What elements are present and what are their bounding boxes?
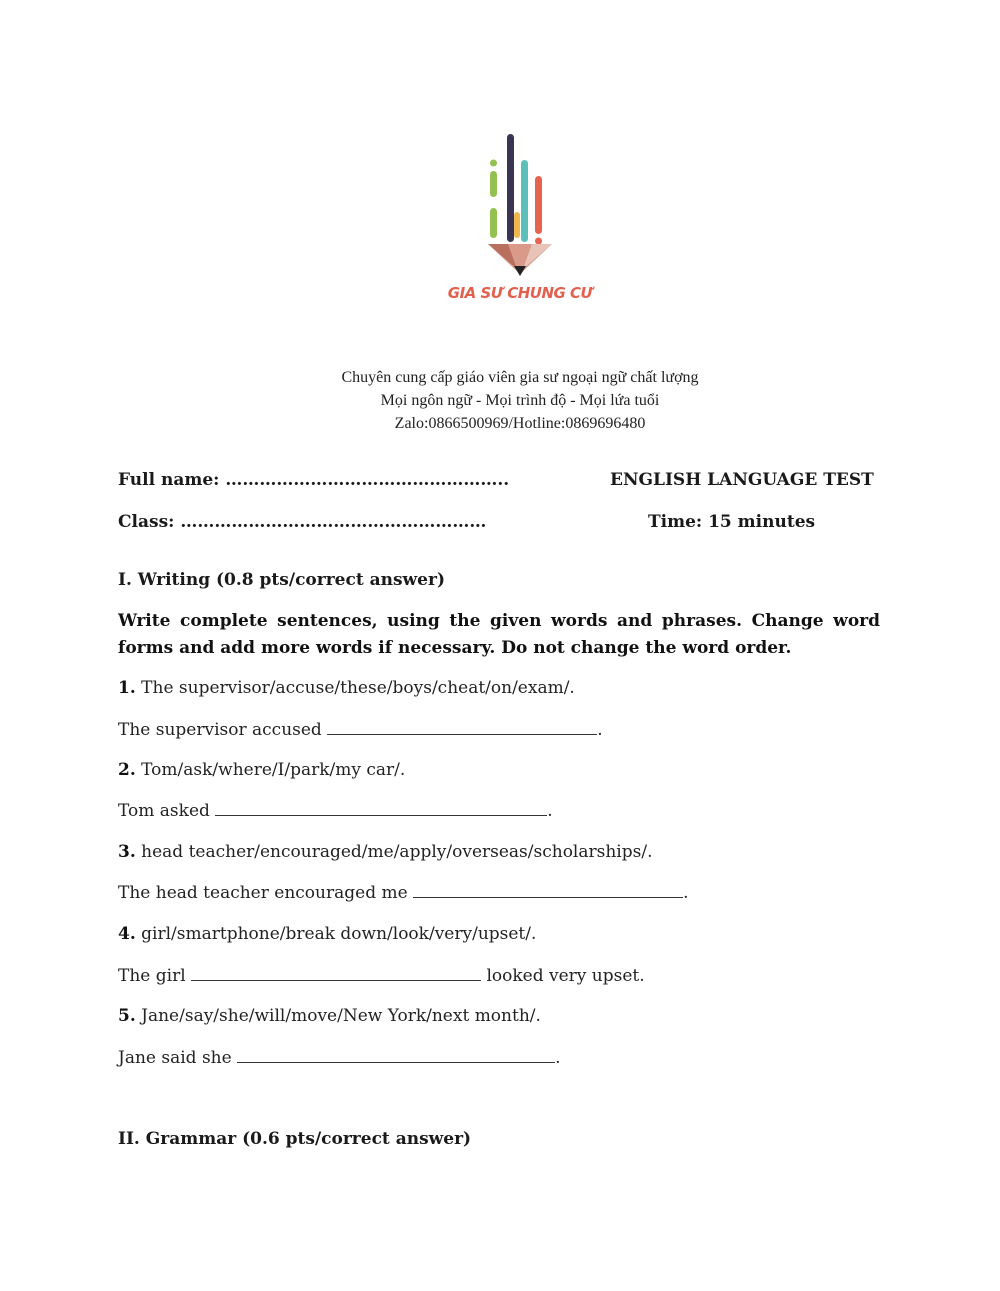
- section-writing-instruction: Write complete sentences, using the given words and phrases. Change word forms and add more words if necessary. Do not change the word order.: [118, 611, 880, 658]
- tagline-line3: Zalo:0866500969/Hotline:0869696480: [394, 415, 646, 432]
- question-4: [118, 924, 536, 944]
- tagline-line1: Chuyên cung cấp giáo viên gia sư ngoại ngữ chất lượng: [341, 369, 699, 386]
- full-name-field: Full name: …………………………………………..: [118, 470, 510, 490]
- answer-end: looked very upset.: [486, 966, 645, 986]
- answer-end: .: [683, 883, 689, 903]
- question-2: [118, 760, 405, 780]
- question-number: 5.: [118, 1006, 136, 1026]
- answer-1: [118, 720, 603, 740]
- time-label: Time: 15 minutes: [648, 512, 816, 532]
- brand-name: GIA SƯ CHUNG CƯ: [447, 284, 593, 302]
- answer-blank[interactable]: [327, 720, 597, 735]
- question-number: 1.: [118, 678, 136, 698]
- logo: [440, 128, 600, 308]
- answer-blank[interactable]: [237, 1048, 555, 1063]
- answer-start: The girl: [118, 966, 186, 986]
- section-writing-title: I. Writing (0.8 pts/correct answer): [118, 570, 446, 590]
- answer-start: The head teacher encouraged me: [118, 883, 408, 903]
- answer-3: [118, 883, 688, 903]
- answer-blank[interactable]: [215, 801, 547, 816]
- answer-start: Jane said she: [118, 1048, 232, 1068]
- question-number: 4.: [118, 924, 136, 944]
- answer-5: [118, 1048, 561, 1068]
- answer-blank[interactable]: [191, 966, 481, 981]
- answer-start: Tom asked: [118, 801, 210, 821]
- answer-end: .: [597, 720, 603, 740]
- question-3: [118, 842, 652, 862]
- question-prompt: girl/smartphone/break down/look/very/upset/.: [141, 924, 537, 944]
- answer-end: .: [547, 801, 553, 821]
- test-title: ENGLISH LANGUAGE TEST: [610, 470, 874, 490]
- question-prompt: Tom/ask/where/I/park/my car/.: [141, 760, 406, 780]
- question-prompt: The supervisor/accuse/these/boys/cheat/on/exam/.: [141, 678, 575, 698]
- answer-blank[interactable]: [413, 883, 683, 898]
- pencil-logo-icon: [480, 128, 560, 278]
- question-number: 3.: [118, 842, 136, 862]
- class-field: Class: ………………………………………………: [118, 512, 487, 532]
- tagline: [250, 366, 790, 435]
- tagline-line2: Mọi ngôn ngữ - Mọi trình độ - Mọi lứa tuổi: [380, 392, 660, 409]
- answer-start: The supervisor accused: [118, 720, 322, 740]
- answer-2: [118, 801, 553, 821]
- question-prompt: Jane/say/she/will/move/New York/next month/.: [141, 1006, 541, 1026]
- question-1: [118, 678, 575, 698]
- section-grammar-title: II. Grammar (0.6 pts/correct answer): [118, 1129, 472, 1149]
- question-number: 2.: [118, 760, 136, 780]
- question-5: [118, 1006, 541, 1026]
- answer-4: [118, 966, 645, 986]
- answer-end: .: [555, 1048, 561, 1068]
- question-prompt: head teacher/encouraged/me/apply/overseas/scholarships/.: [141, 842, 653, 862]
